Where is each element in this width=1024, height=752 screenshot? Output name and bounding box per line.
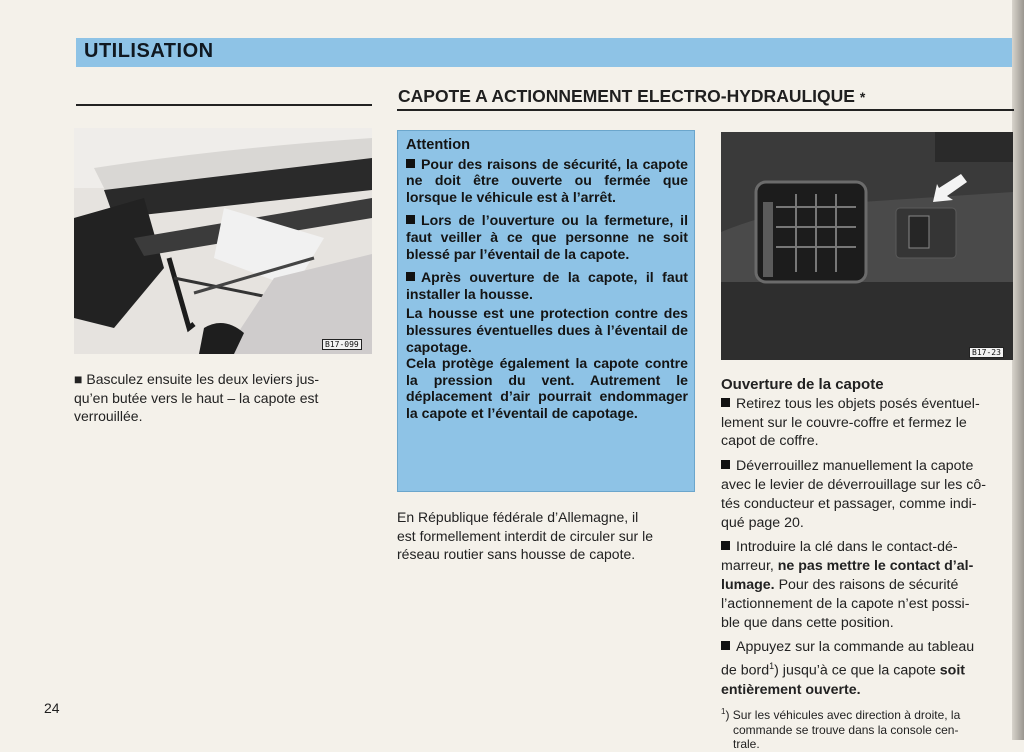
figure-left-label: B17-099 — [322, 339, 362, 350]
instruction-4-line1: Appuyez sur la commande au tableau — [736, 639, 975, 656]
instruction-4-line2a: de bord — [721, 662, 770, 679]
instruction-3-line3a: lumage. — [721, 576, 775, 593]
title-rule — [397, 109, 1014, 111]
right-column — [721, 376, 1011, 752]
attention-box — [397, 130, 695, 492]
middle-paragraph — [397, 508, 697, 564]
figure-left-photo — [74, 128, 372, 354]
subheading: Ouverture de la capote — [721, 376, 884, 393]
page-number: 24 — [44, 700, 60, 716]
attention-note2: Cela protège également la capote contre la pression du vent. Autrement le déplacement d’air pourrait endommager la capote et l’éventail de capotage. — [406, 355, 688, 421]
footnote-mark: 1 — [721, 707, 726, 717]
bullet-square: ■ — [74, 371, 83, 387]
left-text-line1: Basculez ensuite les deux leviers jus- — [86, 371, 320, 387]
instruction-4-line2b: ) jusqu’à ce que la capote — [774, 662, 940, 679]
instruction-2 — [721, 457, 1011, 532]
section-band — [76, 38, 1024, 67]
instruction-3-line2b: ne pas mettre le contact d’al- — [777, 558, 974, 575]
instruction-4 — [721, 638, 1011, 699]
bullet-square — [721, 398, 730, 407]
footnote: $^1$) Sur les véhicules avec direction à droite, la commande se trouve dans la console cen- trale. — [721, 705, 1011, 752]
footnote-line2: commande se trouve dans la console cen- — [733, 722, 959, 737]
instruction-3-line3b: Pour des raisons de sécurité — [774, 576, 959, 593]
instruction-2-line4: qué page 20. — [721, 514, 804, 531]
page-title-text: CAPOTE A ACTIONNEMENT ELECTRO-HYDRAULIQUE — [398, 86, 855, 106]
bullet-square — [406, 159, 415, 168]
left-rule — [76, 104, 372, 106]
title-marker: * — [859, 89, 866, 105]
instruction-2-line1: Déverrouillez manuellement la capote — [736, 458, 974, 475]
middle-text-line1: En République fédérale d’Allemagne, il — [397, 509, 639, 525]
attention-item1 — [406, 156, 688, 206]
page-title — [398, 86, 865, 107]
attention-item3-text: Après ouverture de la capote, il faut installer la housse. — [406, 269, 688, 302]
attention-item3 — [406, 269, 688, 302]
section-title: UTILISATION — [84, 40, 214, 62]
instruction-1 — [721, 395, 1011, 451]
page-edge — [1012, 0, 1024, 740]
instruction-2-line2: avec le levier de déverrouillage sur les cô- — [721, 476, 986, 493]
bullet-square — [406, 272, 415, 281]
bullet-square — [721, 460, 730, 469]
left-text-line3: verrouillée. — [74, 408, 143, 424]
instruction-1-line3: capot de coffre. — [721, 433, 819, 450]
left-text-line2: qu’en butée vers le haut – la capote est — [74, 389, 319, 406]
left-paragraph — [74, 370, 374, 426]
instruction-4-line3: entièrement ouverte. — [721, 681, 861, 698]
middle-text-line2: est formellement interdit de circuler sur le — [397, 527, 653, 544]
instruction-2-line3: tés conducteur et passager, comme indi- — [721, 495, 977, 512]
instruction-4-line2c: soit — [939, 662, 966, 679]
attention-item1-text: Pour des raisons de sécurité, la capote ne doit être ouverte ou fermée que lorsque le véhicule est à l’arrêt. — [406, 155, 688, 205]
instruction-1-line2: lement sur le couvre-coffre et fermez le — [721, 414, 967, 431]
instruction-1-line1: Retirez tous les objets posés éventuel- — [736, 395, 980, 412]
instruction-3 — [721, 538, 1011, 632]
instruction-3-line4: l’actionnement de la capote n’est possi- — [721, 595, 970, 612]
attention-item2 — [406, 212, 688, 262]
bullet-square — [721, 641, 730, 650]
bullet-square — [406, 215, 415, 224]
bullet-square — [721, 541, 730, 550]
attention-item2-text: Lors de l’ouverture ou la fermeture, il faut veiller à ce que personne ne soit blessé par l’éventail de la capote. — [406, 212, 688, 262]
middle-text-line3: réseau routier sans housse de capote. — [397, 546, 636, 562]
instruction-3-line5: ble que dans cette position. — [721, 614, 894, 631]
footnote-ref: 1 — [769, 661, 775, 672]
attention-note1: La housse est une protection contre des blessures éventuelles dues à l’éventail de capotage. — [406, 305, 688, 355]
footnote-line1: Sur les véhicules avec direction à droite, la — [732, 708, 961, 723]
instruction-3-line2a: marreur, — [721, 558, 778, 575]
figure-right-photo — [721, 132, 1013, 360]
footnote-line3: trale. — [733, 737, 760, 752]
instruction-3-line1: Introduire la clé dans le contact-dé- — [736, 539, 958, 556]
figure-right-label: B17-23 — [969, 347, 1004, 358]
attention-heading: Attention — [406, 137, 471, 153]
